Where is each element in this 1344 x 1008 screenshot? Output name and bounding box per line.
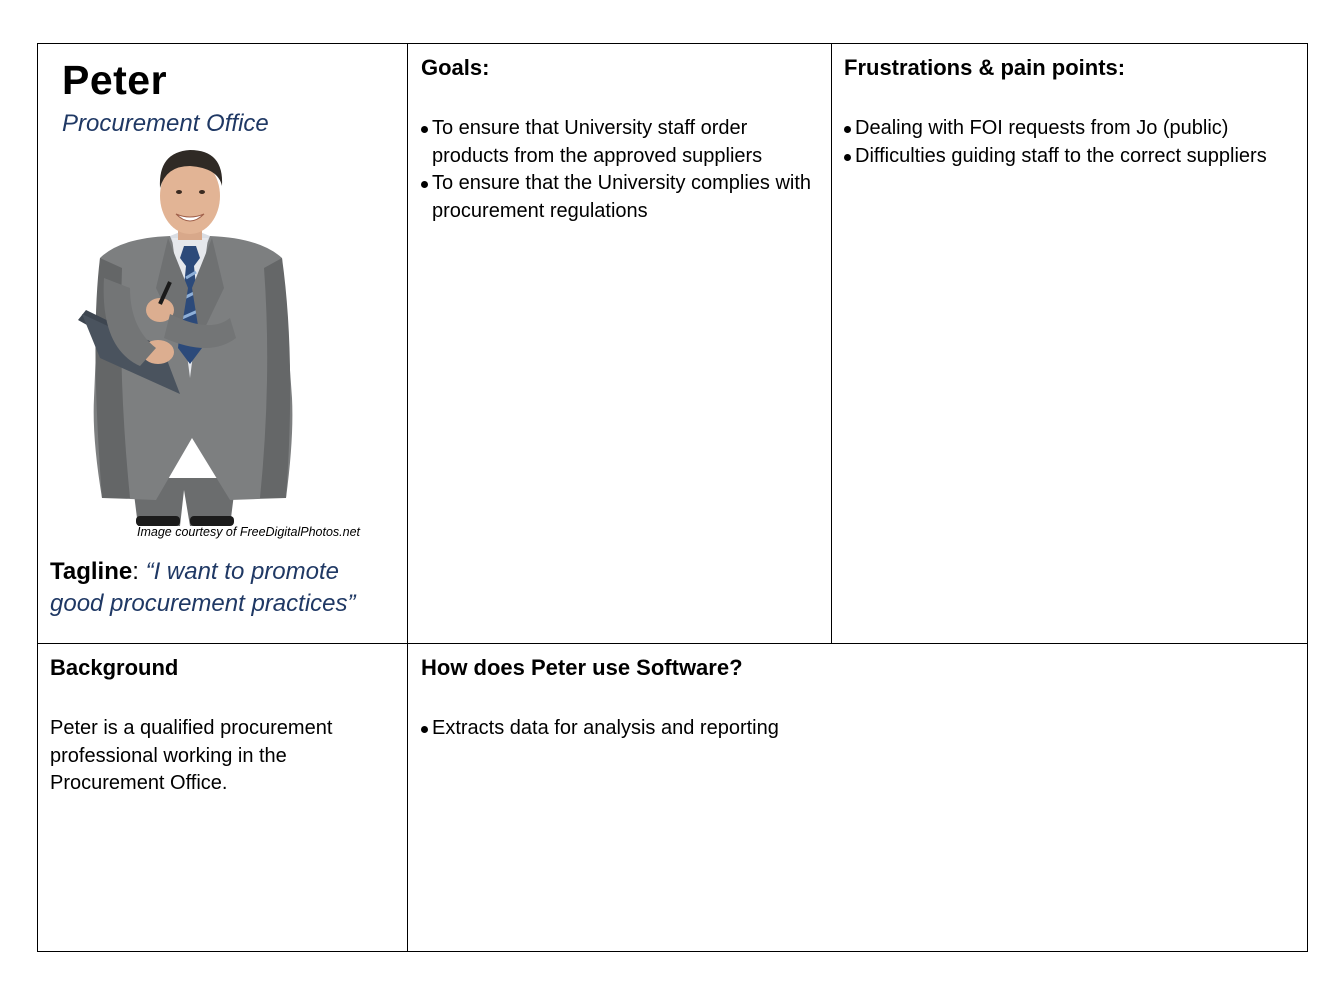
list-item bbox=[421, 170, 816, 225]
bullet-icon bbox=[844, 154, 851, 161]
goal-text: To ensure that the University complies with procurement regulations bbox=[432, 172, 812, 222]
goals-list bbox=[421, 115, 816, 225]
tagline-label: Tagline bbox=[50, 558, 133, 585]
bullet-icon bbox=[844, 126, 851, 133]
frustration-text: Difficulties guiding staff to the correct suppliers bbox=[855, 144, 1267, 167]
goals-heading: Goals: bbox=[421, 55, 490, 80]
bullet-icon bbox=[421, 181, 428, 188]
list-item bbox=[844, 143, 1304, 171]
list-item bbox=[421, 715, 1281, 743]
goal-text: To ensure that University staff order products from the approved suppliers bbox=[432, 117, 763, 167]
background-heading: Background bbox=[50, 655, 179, 680]
frustration-text: Dealing with FOI requests from Jo (public) bbox=[855, 117, 1229, 139]
bullet-icon bbox=[421, 726, 428, 733]
frustrations-list bbox=[844, 115, 1304, 170]
tagline-quote: “I want to promote good procurement practices” bbox=[50, 558, 356, 617]
column-divider-1 bbox=[407, 43, 408, 952]
column-divider-2 bbox=[831, 43, 832, 644]
row-divider bbox=[37, 643, 1308, 644]
tagline-separator: : bbox=[132, 558, 146, 585]
bullet-icon bbox=[421, 126, 428, 133]
list-item bbox=[421, 115, 816, 170]
software-use-text: Extracts data for analysis and reporting bbox=[432, 717, 779, 739]
list-item bbox=[844, 115, 1304, 143]
frustrations-heading: Frustrations & pain points: bbox=[844, 55, 1126, 80]
tagline bbox=[50, 556, 395, 620]
photo-credit: Image courtesy of FreeDigitalPhotos.net bbox=[137, 525, 361, 539]
software-use-heading: How does Peter use Software? bbox=[421, 655, 743, 680]
software-use-list bbox=[421, 715, 1281, 743]
persona-role: Procurement Office bbox=[62, 110, 269, 137]
businessman-photo-icon bbox=[60, 138, 328, 528]
background-text: Peter is a qualified procurement professional working in the Procurement Office. bbox=[50, 717, 333, 794]
persona-name: Peter bbox=[62, 57, 168, 103]
